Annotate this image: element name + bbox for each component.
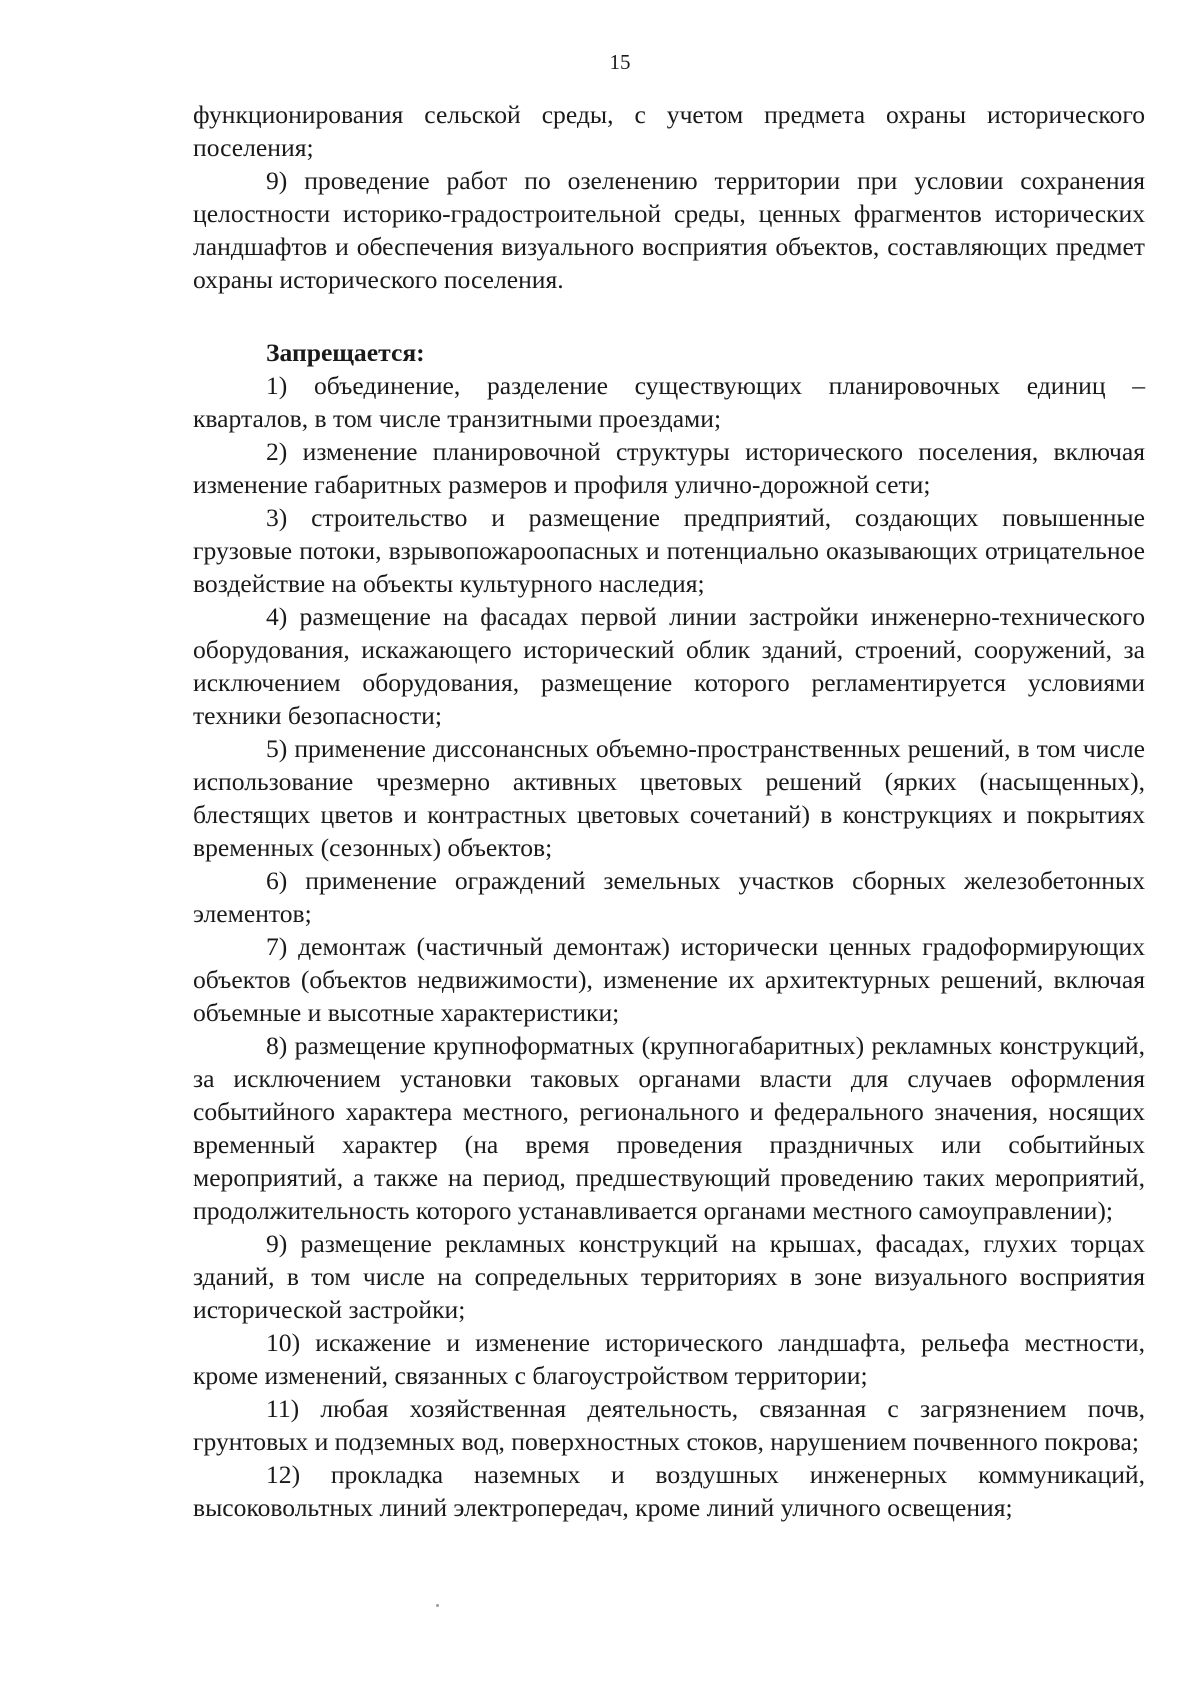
prohibited-item-7: 7) демонтаж (частичный демонтаж) исторически ценных градоформирующих объектов (объектов недвижимости), изменение их архитектурных решений, включая объемные и высотные характеристики; [193,932,1145,1027]
prohibited-item-9: 9) размещение рекламных конструкций на крышах, фасадах, глухих торцах зданий, в том числе на сопредельных территориях в зоне визуального восприятия исторической застройки; [193,1229,1145,1324]
prohibited-item-4: 4) размещение на фасадах первой линии застройки инженерно-технического оборудования, искажающего исторический облик зданий, строений, сооружений, за исключением оборудования, размещение которого регламентируется условиями техники безопасности; [193,602,1145,730]
prohibited-item-6: 6) применение ограждений земельных участков сборных железобетонных элементов; [193,866,1145,928]
prohibited-item-2: 2) изменение планировочной структуры исторического поселения, включая изменение габаритных размеров и профиля улично-дорожной сети; [193,437,1145,499]
prohibited-item-10: 10) искажение и изменение исторического ландшафта, рельефа местности, кроме изменений, связанных с благоустройством территории; [193,1328,1145,1390]
prohibited-item-3: 3) строительство и размещение предприятий, создающих повышенные грузовые потоки, взрывопожароопасных и потенциально оказывающих отрицательное воздействие на объекты культурного наследия; [193,503,1145,598]
paragraph-item-9-greening: 9) проведение работ по озеленению территории при условии сохранения целостности историко-градостроительной среды, ценных фрагментов исторических ландшафтов и обеспечения визуального восприятия объектов, составляющих предмет охраны исторического поселения. [193,166,1145,294]
prohibited-item-1: 1) объединение, разделение существующих планировочных единиц – кварталов, в том числе транзитными проездами; [193,371,1145,433]
document-body [193,98,1145,1524]
page-number: 15 [609,50,631,74]
section-heading-prohibited: Запрещается: [266,338,425,367]
scan-artifact-dot [436,1604,439,1607]
paragraph-continuation: функционирования сельской среды, с учетом предмета охраны исторического поселения; [193,100,1145,162]
prohibited-item-12: 12) прокладка наземных и воздушных инженерных коммуникаций, высоковольтных линий электропередач, кроме линий уличного освещения; [193,1460,1145,1522]
prohibited-item-5: 5) применение диссонансных объемно-пространственных решений, в том числе использование чрезмерно активных цветовых решений (ярких (насыщенных), блестящих цветов и контрастных цветовых сочетаний) в конструкциях и покрытиях временных (сезонных) объектов; [193,734,1145,862]
prohibited-item-8: 8) размещение крупноформатных (крупногабаритных) рекламных конструкций, за исключением установки таковых органами власти для случаев оформления событийного характера местного, регионального и федерального значения, носящих временный характер (на время проведения праздничных или событийных мероприятий, а также на период, предшествующий проведению таких мероприятий, продолжительность которого устанавливается органами местного самоуправлении); [193,1031,1145,1225]
prohibited-item-11: 11) любая хозяйственная деятельность, связанная с загрязнением почв, грунтовых и подземных вод, поверхностных стоков, нарушением почвенного покрова; [193,1394,1145,1456]
